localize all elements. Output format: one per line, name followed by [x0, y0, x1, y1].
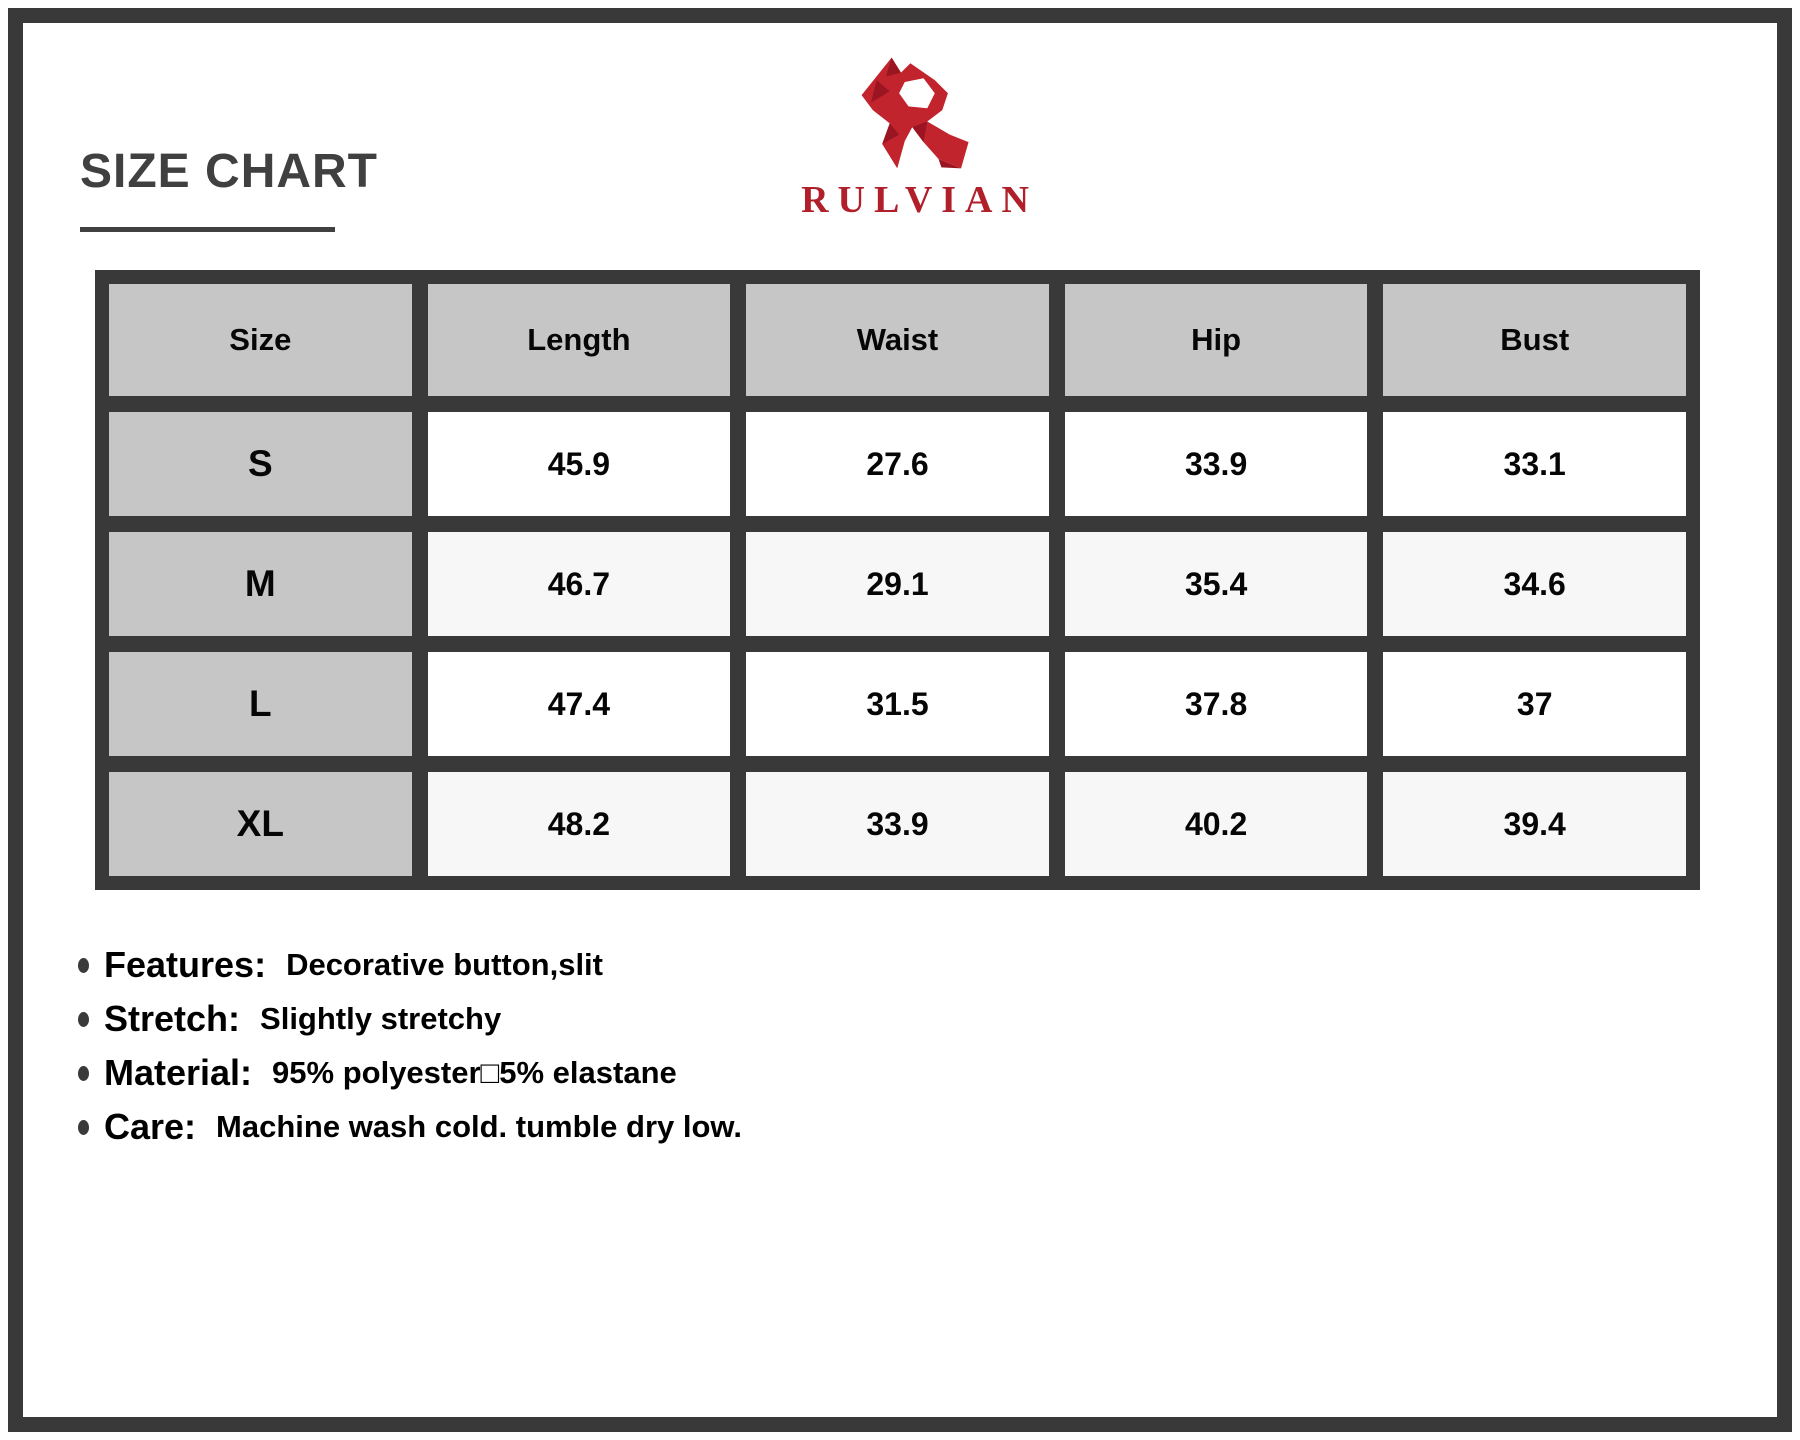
bullet-icon	[78, 1012, 89, 1027]
row-s-hip: 33.9	[1065, 412, 1368, 516]
row-s-waist: 27.6	[746, 412, 1049, 516]
row-xl-size-label: XL	[109, 772, 412, 876]
row-m-hip: 35.4	[1065, 532, 1368, 636]
col-header-bust: Bust	[1383, 284, 1686, 396]
col-header-waist: Waist	[746, 284, 1049, 396]
title-underline	[80, 227, 335, 232]
row-s-size-label: S	[109, 412, 412, 516]
row-s-length: 45.9	[428, 412, 731, 516]
detail-value: Slightly stretchy	[260, 1001, 502, 1036]
row-l-hip: 37.8	[1065, 652, 1368, 756]
detail-label: Features:	[104, 944, 267, 985]
title-block	[80, 145, 378, 232]
detail-value: Decorative button,slit	[286, 947, 603, 982]
row-l-bust: 37	[1383, 652, 1686, 756]
bullet-icon	[78, 1120, 89, 1135]
row-m-bust: 34.6	[1383, 532, 1686, 636]
size-chart-table	[95, 270, 1700, 890]
row-xl-waist: 33.9	[746, 772, 1049, 876]
row-m-waist: 29.1	[746, 532, 1049, 636]
detail-value: 95% polyester□5% elastane	[272, 1055, 677, 1090]
detail-features	[78, 945, 742, 985]
detail-label: Care:	[104, 1106, 197, 1147]
bullet-icon	[78, 1066, 89, 1081]
col-header-length: Length	[428, 284, 731, 396]
row-l-waist: 31.5	[746, 652, 1049, 756]
row-l-length: 47.4	[428, 652, 731, 756]
detail-value: Machine wash cold. tumble dry low.	[216, 1109, 742, 1144]
col-header-hip: Hip	[1065, 284, 1368, 396]
row-s-bust: 33.1	[1383, 412, 1686, 516]
row-xl-bust: 39.4	[1383, 772, 1686, 876]
detail-stretch	[78, 999, 742, 1039]
brand-r-logo-icon	[841, 52, 989, 174]
row-xl-hip: 40.2	[1065, 772, 1368, 876]
detail-label: Material:	[104, 1052, 253, 1093]
bullet-icon	[78, 958, 89, 973]
brand-logo	[792, 52, 1038, 222]
detail-label: Stretch:	[104, 998, 241, 1039]
col-header-size: Size	[109, 284, 412, 396]
detail-care	[78, 1107, 742, 1147]
row-l-size-label: L	[109, 652, 412, 756]
detail-material	[78, 1053, 742, 1093]
page-title: SIZE CHART	[80, 145, 378, 198]
row-m-size-label: M	[109, 532, 412, 636]
row-xl-length: 48.2	[428, 772, 731, 876]
row-m-length: 46.7	[428, 532, 731, 636]
product-details-list	[78, 945, 742, 1161]
brand-wordmark: RULVIAN	[801, 179, 1038, 221]
